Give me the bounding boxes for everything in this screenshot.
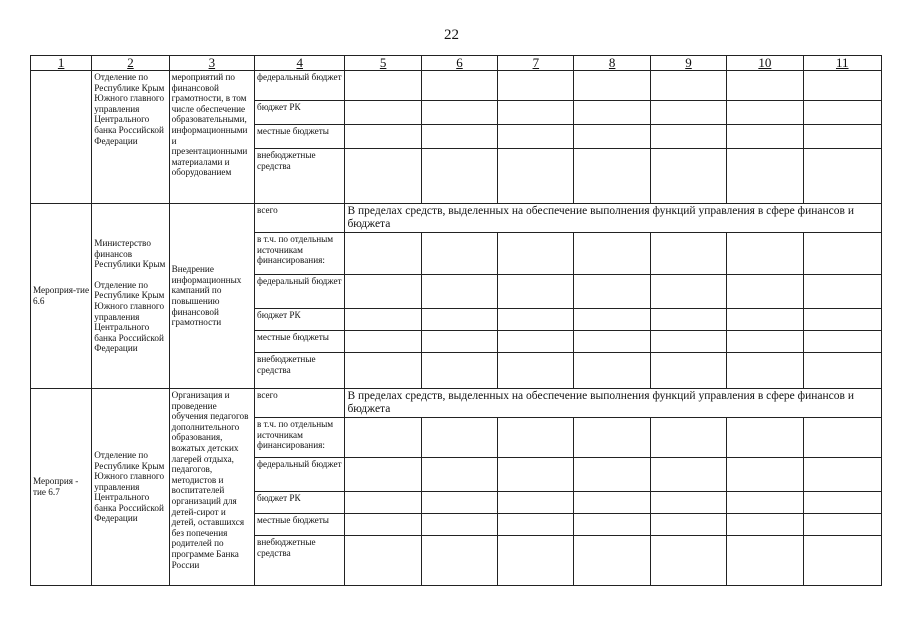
executor-cell xyxy=(92,204,169,389)
funding-label: внебюджетные средства xyxy=(255,536,345,586)
col-header: 6 xyxy=(421,56,497,71)
col-header: 8 xyxy=(574,56,650,71)
funding-label: всего xyxy=(255,389,345,418)
funding-label: всего xyxy=(255,204,345,233)
col-header: 4 xyxy=(255,56,345,71)
funding-label: местные бюджеты xyxy=(255,125,345,149)
executor-cell: Отделение по Республике Крым Южного главного управления Центрального банка Российской Федерации xyxy=(92,71,169,204)
col-header: 1 xyxy=(31,56,92,71)
funding-note: В пределах средств, выделенных на обеспечение выполнения функций управления в сфере финансов и бюджета xyxy=(345,204,882,233)
col-header: 9 xyxy=(650,56,726,71)
page-number: 22 xyxy=(444,27,459,43)
funding-label: местные бюджеты xyxy=(255,514,345,536)
funding-label: бюджет РК xyxy=(255,101,345,125)
executor-cell: Отделение по Республике Крым Южного главного управления Центрального банка Российской Федерации xyxy=(92,389,169,586)
measure-cell xyxy=(31,71,92,204)
funding-label: федеральный бюджет xyxy=(255,458,345,492)
col-header: 5 xyxy=(345,56,421,71)
measure-cell: Мероприя-тие 6.6 xyxy=(31,204,92,389)
table-row xyxy=(31,71,882,101)
col-header: 3 xyxy=(169,56,254,71)
executor-line: Министерство финансов Республики Крым xyxy=(94,238,166,270)
funding-label: в т.ч. по отдельным источникам финансирования: xyxy=(255,418,345,458)
col-header: 11 xyxy=(803,56,881,71)
measure-cell: Мероприя - тие 6.7 xyxy=(31,389,92,586)
funding-label: бюджет РК xyxy=(255,492,345,514)
col-header: 2 xyxy=(92,56,169,71)
description-cell: мероприятий по финансовой грамотности, в том числе обеспечение образовательными, информационными и презентационными материалами и оборудованием xyxy=(169,71,254,204)
column-number-row xyxy=(31,56,882,71)
funding-label: федеральный бюджет xyxy=(255,71,345,101)
funding-note: В пределах средств, выделенных на обеспечение выполнения функций управления в сфере финансов и бюджета xyxy=(345,389,882,418)
program-table xyxy=(30,55,882,586)
funding-label: местные бюджеты xyxy=(255,331,345,353)
funding-label: внебюджетные средства xyxy=(255,149,345,204)
table-row xyxy=(31,204,882,233)
table-row xyxy=(31,389,882,418)
funding-label: бюджет РК xyxy=(255,309,345,331)
description-cell: Внедрение информационных кампаний по повышению финансовой грамотности xyxy=(169,204,254,389)
funding-label: федеральный бюджет xyxy=(255,275,345,309)
col-header: 10 xyxy=(727,56,803,71)
col-header: 7 xyxy=(498,56,574,71)
funding-label: в т.ч. по отдельным источникам финансирования: xyxy=(255,233,345,275)
funding-label: внебюджетные средства xyxy=(255,353,345,389)
executor-line: Отделение по Республике Крым Южного главного управления Центрального банка Российской Федерации xyxy=(94,279,165,354)
description-cell: Организация и проведение обучения педагогов дополнительного образования, вожатых детских лагерей отдыха, педагогов, методистов и воспитателей организаций для детей-сирот и детей, оставшихся без попечения родителей по программе Банка России xyxy=(169,389,254,586)
